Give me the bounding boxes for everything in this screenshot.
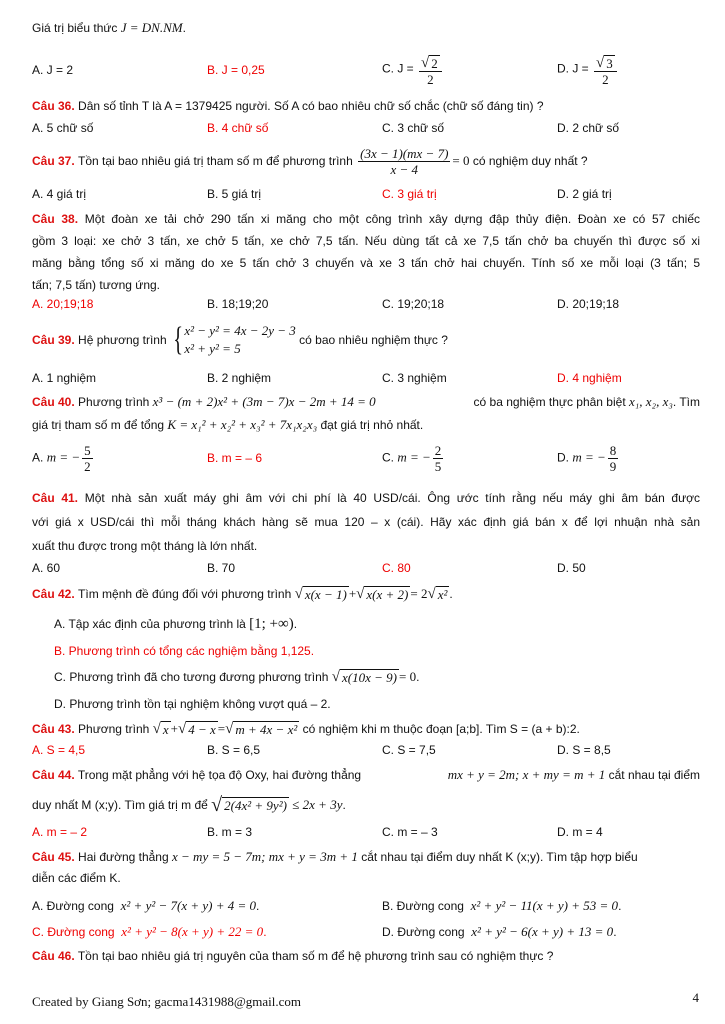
q41-stem [32, 486, 700, 558]
q38-option-d: D. 20;19;18 [557, 297, 620, 311]
q43-s2: 4 − x [188, 722, 216, 737]
q38-line-2: gồm 3 loại: xe chở 3 tấn, xe chở 5 tấn, xe chở 7,5 tấn. Nếu dùng tất cả xe 7,5 tấn chở ba chuyến thì được số xi [32, 234, 700, 248]
q39-system: { x² − y² = 4x − 2y − 3 x² + y² = 5 [173, 321, 296, 358]
q44-options [32, 824, 700, 840]
q40-option-a-pre: A. [32, 450, 44, 465]
q45-option-c-dot: . [263, 925, 267, 939]
q45-tail: cắt nhau tại điểm duy nhất K (x;y). Tìm tập hợp biểu [361, 850, 638, 864]
q39-text: Hệ phương trình [78, 333, 167, 347]
q46-text: Tồn tại bao nhiêu giá trị nguyên của tham số m để hệ phương trình sau có nghiệm thực ? [77, 949, 554, 963]
q35-stem [32, 20, 700, 46]
q43-s1: x [162, 722, 169, 737]
q45-option-d-label: D. Đường cong [382, 925, 465, 939]
q44-option-d: D. m = 4 [557, 825, 603, 839]
q40-a-num: 5 [84, 442, 91, 458]
q40-option-c-frac [433, 443, 444, 474]
q44-stem-2 [32, 790, 700, 820]
q38-option-c: C. 19;20;18 [382, 297, 445, 311]
q35-c-num: 2 [431, 55, 438, 71]
intro-formula: J = DN.NM [120, 20, 183, 35]
q39-option-a: A. 1 nghiệm [32, 371, 97, 385]
q40-mid: có ba nghiệm thực phân biệt [473, 395, 626, 409]
q39-label: Câu 39. [32, 333, 75, 347]
q43-options [32, 742, 700, 758]
q42-option-b: B. Phương trình có tổng các nghiệm bằng 1,125. [54, 644, 315, 658]
q42-option-d: D. Phương trình tồn tại nghiệm không vượt quá – 2. [54, 697, 331, 711]
q35-options [32, 46, 700, 94]
q45-option-a-dot: . [256, 899, 260, 913]
q41-label: Câu 41. [32, 491, 79, 505]
q40-option-a [32, 443, 207, 474]
q41-line-3: xuất thu được trong một tháng là lớn nhất. [32, 539, 258, 553]
q43-option-a: A. S = 4,5 [32, 743, 86, 757]
q37-option-b: B. 5 giá trị [207, 187, 262, 201]
q42-stem [32, 582, 700, 606]
q39-tail: có bao nhiêu nghiệm thực ? [299, 333, 448, 347]
q40-c-den: 5 [434, 458, 442, 474]
q42-text: Tìm mệnh đề đúng đối với phương trình [78, 587, 292, 601]
q45-option-a-eq: x² + y² − 7(x + y) + 4 = 0 [120, 898, 257, 913]
q45-options-cd [32, 920, 700, 944]
q40-option-d-frac [608, 443, 619, 474]
q35-option-c [382, 53, 557, 86]
q42-c-sqrt-arg: x(10x − 9) [342, 670, 397, 685]
q43-plus: + [170, 721, 179, 736]
document-page [32, 20, 700, 964]
q45-options-ab [32, 894, 700, 918]
q41-option-d: D. 50 [557, 561, 586, 575]
q40-option-a-label: m = − [46, 449, 81, 465]
q45-option-b-eq: x² + y² − 11(x + y) + 53 = 0 [470, 898, 619, 913]
q45-option-c-eq: x² + y² − 8(x + y) + 22 = 0 [121, 924, 264, 939]
q40-option-d [557, 443, 725, 474]
q40-end: . Tìm [672, 395, 700, 409]
q40-d-den: 9 [609, 458, 617, 474]
q40-text: Phương trình [78, 395, 150, 409]
q45-option-d-dot: . [613, 925, 617, 939]
q35-option-d-label: D. J = [557, 62, 589, 77]
q44-eqs: mx + y = 2m; x + my = m + 1 [447, 767, 606, 782]
q45-option-a-label: A. Đường cong [32, 899, 114, 913]
q41-line-2: với giá x USD/cái thì mỗi tháng khách hàng sẽ mua 120 – x (cái). Hãy xác định giá bán x để lợi nhuận nhà sản [32, 515, 700, 529]
q40-line2b: đạt giá trị nhỏ nhất. [320, 418, 424, 432]
q44-option-c: C. m = – 3 [382, 825, 438, 839]
q45-option-b [382, 898, 725, 914]
q43-label: Câu 43. [32, 722, 75, 736]
q42-option-a-text: A. Tập xác định của phương trình là [54, 617, 246, 631]
q38-text-1: Một đoàn xe tải chở 290 tấn xi măng cho một công trình xây dựng đập thủy điện. Đoàn xe có 57 chiếc [84, 212, 700, 226]
q44-stem [32, 764, 700, 786]
q40-roots: x₁, x₂, x₃ [629, 394, 673, 409]
q37-eq: = 0 [452, 153, 470, 168]
q40-equation: x³ − (m + 2)x² + (3m − 7)x − 2m + 14 = 0 [152, 394, 376, 409]
q43-s3: m + 4x − x² [235, 722, 298, 737]
q42-s3: x² [437, 587, 448, 602]
q38-line-1 [32, 208, 700, 230]
q40-option-d-label: m = − [572, 449, 606, 465]
q40-option-d-pre: D. [557, 450, 569, 465]
intro-text: Giá trị biểu thức [32, 21, 118, 35]
q42-s1: x(x − 1) [304, 587, 347, 602]
q36-option-c: C. 3 chữ số [382, 121, 445, 135]
q44-text: Trong mặt phẳng với hệ tọa độ Oxy, hai đường thẳng [77, 768, 362, 782]
q39-option-c: C. 3 nghiệm [382, 371, 447, 385]
q42-sqrt-2: √ x(x + 2) [356, 586, 409, 602]
q42-option-a-set: [1; +∞) [249, 616, 294, 632]
q39-row-1: x² − y² = 4x − 2y − 3 [184, 323, 296, 338]
q38-option-a: A. 20;19;18 [32, 297, 94, 311]
q45-label: Câu 45. [32, 850, 75, 864]
page-number: 4 [692, 990, 699, 1005]
q40-stem-2 [32, 414, 700, 436]
q43-sqrt-2: √ 4 − x [178, 721, 216, 737]
q37-option-a: A. 4 giá trị [32, 187, 87, 201]
q37-options [32, 186, 700, 202]
q36-option-b: B. 4 chữ số [207, 121, 269, 135]
q39-stem [32, 318, 700, 362]
q45-line2: diễn các điểm K. [32, 871, 121, 885]
q35-option-c-frac: √ 2 2 [419, 53, 442, 86]
q41-option-c: C. 80 [382, 561, 411, 575]
q43-eq: = [217, 721, 226, 736]
q38-label: Câu 38. [32, 212, 79, 226]
q41-line-1 [32, 486, 700, 510]
q42-plus: + [348, 586, 357, 601]
q40-stem [32, 392, 700, 412]
q42-sqrt-3: √ x² [427, 586, 448, 602]
q35-option-c-label: C. J = [382, 62, 414, 77]
q36-stem [32, 98, 700, 114]
q42-option-c-sqrt: √ x(10x − 9) [331, 669, 397, 685]
q35-d-num: 3 [606, 55, 613, 71]
q38-option-b: B. 18;19;20 [207, 297, 269, 311]
q40-option-a-frac [82, 443, 93, 474]
q37-tail: có nghiệm duy nhất ? [472, 154, 588, 168]
q35-option-d-frac: √ 3 2 [594, 53, 617, 86]
q37-label: Câu 37. [32, 154, 75, 168]
q42-end: . [449, 587, 453, 601]
q38-line-3: măng bằng tổng số xi măng do xe 5 tấn chở 3 chuyến và xe 3 tấn chở hai chuyến. Tính số xe mỗi loại (3 tấn; 5 [32, 256, 700, 270]
q45-stem [32, 846, 700, 868]
q42-option-c [32, 664, 700, 690]
q42-c-eq: = 0 [399, 669, 417, 684]
q45-option-b-dot: . [618, 899, 622, 913]
q41-options [32, 560, 700, 576]
q42-label: Câu 42. [32, 587, 75, 601]
q39-options [32, 370, 700, 386]
q45-option-c [32, 924, 382, 940]
q42-option-a [32, 612, 700, 636]
q40-label: Câu 40. [32, 395, 75, 409]
q43-stem [32, 718, 700, 740]
q43-option-b: B. S = 6,5 [207, 743, 261, 757]
q45-eqs: x − my = 5 − 7m; mx + y = 3m + 1 [172, 849, 358, 864]
q42-eq: = 2 [410, 586, 428, 601]
q38-options [32, 296, 700, 312]
q44-sqrt-arg: 2(4x² + 9y²) [224, 798, 287, 813]
q42-option-a-end: . [293, 617, 298, 631]
q45-text: Hai đường thẳng [78, 850, 169, 864]
q39-option-d: D. 4 nghiệm [557, 371, 622, 385]
q44-sqrt: √ 2(4x² + 9y²) [211, 794, 287, 816]
q38-line-4: tấn; 7,5 tấn) tương ứng. [32, 278, 161, 292]
q37-option-d: D. 2 giá trị [557, 187, 612, 201]
q37-text: Tồn tại bao nhiêu giá trị tham số m để phương trình [78, 154, 353, 168]
q35-option-b: B. J = 0,25 [207, 63, 265, 77]
q40-line2a: giá trị tham số m để tổng [32, 418, 165, 432]
q40-options [32, 438, 700, 478]
q36-label: Câu 36. [32, 99, 75, 113]
q44-ineq: ≤ 2x + 3y [292, 797, 343, 812]
q42-option-c-text: C. Phương trình đã cho tương đương phương trình [54, 670, 329, 684]
q37-option-c: C. 3 giá trị [382, 187, 437, 201]
q40-c-num: 2 [434, 442, 442, 458]
q41-text-1: Một nhà sản xuất máy ghi âm với chi phí là 40 USD/cái. Ông ước tính rằng nếu máy ghi âm bán được [84, 491, 700, 505]
q39-option-b: B. 2 nghiệm [207, 371, 272, 385]
q35-c-den: 2 [427, 71, 434, 87]
footer-credit: Created by Giang Sơn; gacma1431988@gmail.com [32, 994, 302, 1009]
q40-a-den: 2 [84, 458, 91, 474]
q36-text: Dân số tỉnh T là A = 1379425 người. Số A có bao nhiêu chữ số chắc (chữ số đáng tin) ? [78, 99, 544, 113]
q36-option-a: A. 5 chữ số [32, 121, 94, 135]
q46-stem [32, 948, 700, 964]
q41-option-a: A. 60 [32, 561, 61, 575]
q35-d-den: 2 [602, 71, 609, 87]
q37-fraction [358, 146, 450, 177]
q43-tail: có nghiệm khi m thuộc đoạn [a;b]. Tìm S = (a + b):2. [302, 722, 580, 736]
q41-option-b: B. 70 [207, 561, 236, 575]
q45-option-b-label: B. Đường cong [382, 899, 464, 913]
q42-s2: x(x + 2) [366, 587, 409, 602]
q43-sqrt-1: √ x [152, 721, 169, 737]
q37-stem [32, 142, 700, 180]
q42-sqrt-1: √ x(x − 1) [294, 586, 347, 602]
q40-option-c [382, 443, 557, 474]
q43-sqrt-3: √ m + 4x − x² [225, 721, 298, 737]
q45-option-c-label: C. Đường cong [32, 925, 115, 939]
q43-option-c: C. S = 7,5 [382, 743, 436, 757]
q43-text: Phương trình [78, 722, 150, 736]
q40-option-b: B. m = – 6 [207, 451, 263, 465]
q45-option-a [32, 898, 382, 914]
q35-option-d [557, 53, 725, 86]
q46-label: Câu 46. [32, 949, 75, 963]
q44-tail: cắt nhau tại điểm [608, 768, 700, 782]
q44-end: . [342, 798, 346, 812]
q44-option-a: A. m = – 2 [32, 825, 88, 839]
q35-option-a: A. J = 2 [32, 63, 74, 77]
q40-d-num: 8 [609, 442, 617, 458]
q37-num: (3x − 1)(mx − 7) [360, 145, 449, 161]
q37-den: x − 4 [390, 161, 419, 177]
q44-option-b: B. m = 3 [207, 825, 253, 839]
q44-label: Câu 44. [32, 768, 75, 782]
q38-stem [32, 208, 700, 296]
q43-option-d: D. S = 8,5 [557, 743, 611, 757]
q36-options [32, 120, 700, 136]
q40-option-c-label: m = − [397, 449, 431, 465]
q39-row-2: x² + y² = 5 [184, 341, 241, 356]
q36-option-d: D. 2 chữ số [557, 121, 620, 135]
q45-option-d [382, 924, 725, 940]
q42-c-end: . [416, 670, 420, 684]
q44-line2: duy nhất M (x;y). Tìm giá trị m để [32, 798, 208, 812]
intro-end: . [182, 21, 186, 35]
q45-option-d-eq: x² + y² − 6(x + y) + 13 = 0 [471, 924, 614, 939]
q40-option-c-pre: C. [382, 450, 394, 465]
q40-K: K = x₁² + x₂² + x₃² + 7x₁x₂x₃ [167, 417, 318, 432]
